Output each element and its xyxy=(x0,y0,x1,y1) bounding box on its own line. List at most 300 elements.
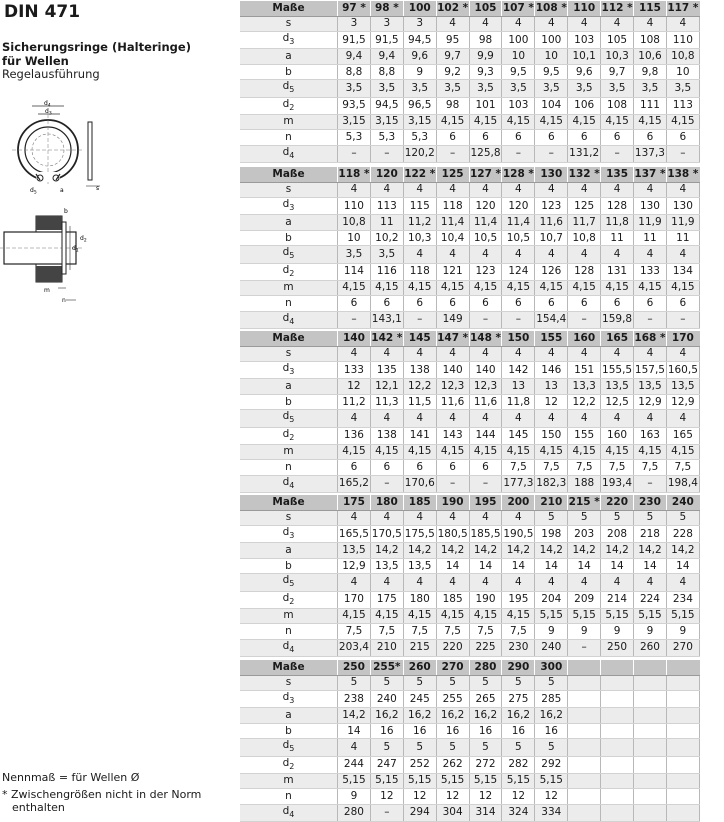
table-cell: 3 xyxy=(370,16,403,32)
table-cell: 5 xyxy=(535,739,568,756)
table-cell: 13,3 xyxy=(568,379,601,395)
table-cell: 210 xyxy=(370,639,403,656)
table-cell xyxy=(666,691,699,708)
table-cell: 7,5 xyxy=(634,460,667,476)
row-label: $d_3$ xyxy=(240,691,338,708)
table-cell: 4,15 xyxy=(601,280,634,296)
table-cell: 240 xyxy=(535,639,568,656)
table-cell: 14 xyxy=(634,558,667,574)
table-cell: 16 xyxy=(469,723,502,739)
row-label: b xyxy=(240,394,338,410)
table-cell: 9,7 xyxy=(436,49,469,65)
table-cell: 3,5 xyxy=(469,80,502,97)
table-cell: 6 xyxy=(634,296,667,312)
table-cell: – xyxy=(469,475,502,492)
row-label: n xyxy=(240,624,338,640)
table-cell: – xyxy=(370,804,403,821)
table-cell: 9,6 xyxy=(568,64,601,80)
column-header: 270 xyxy=(436,660,469,675)
table-cell: 215 xyxy=(403,639,436,656)
table-cell: 11,2 xyxy=(403,215,436,231)
table-cell: 141 xyxy=(403,427,436,444)
table-cell: 4 xyxy=(634,182,667,198)
table-cell xyxy=(568,739,601,756)
table-row xyxy=(240,675,699,691)
table-cell xyxy=(601,789,634,805)
table-cell: 126 xyxy=(535,263,568,280)
column-header: 130 xyxy=(535,167,568,182)
table-cell: 94,5 xyxy=(403,32,436,49)
table-cell: 12 xyxy=(403,789,436,805)
table-cell: 149 xyxy=(436,311,469,328)
row-label: b xyxy=(240,723,338,739)
table-cell: 244 xyxy=(338,756,371,773)
table-cell: 6 xyxy=(601,296,634,312)
table-cell: 4 xyxy=(502,510,535,526)
table-cell: 6 xyxy=(469,130,502,146)
footnote-line-2: * Zwischengrößen nicht in der Norm xyxy=(2,788,202,801)
table-cell: 14 xyxy=(436,558,469,574)
row-label: m xyxy=(240,114,338,130)
table-cell: 14,2 xyxy=(502,543,535,559)
table-cell: 11,7 xyxy=(568,215,601,231)
table-cell: 12 xyxy=(502,789,535,805)
table-cell: 12 xyxy=(535,394,568,410)
table-cell: 4 xyxy=(502,410,535,427)
table-cell: 4 xyxy=(436,16,469,32)
table-cell: 4 xyxy=(666,182,699,198)
table-cell: 3,5 xyxy=(634,80,667,97)
table-cell: 204 xyxy=(535,591,568,608)
table-cell: 12,9 xyxy=(666,394,699,410)
table-cell: 314 xyxy=(469,804,502,821)
table-cell: 16,2 xyxy=(436,708,469,724)
table-cell: 4,15 xyxy=(535,444,568,460)
table-cell xyxy=(666,789,699,805)
label-d5: $d_5$ xyxy=(30,187,37,195)
table-cell: 142 xyxy=(502,362,535,379)
table-cell: 12,9 xyxy=(338,558,371,574)
table-cell: 5,15 xyxy=(403,773,436,789)
table-cell: 4,15 xyxy=(370,280,403,296)
table-cell: 4 xyxy=(568,182,601,198)
column-header: 110 xyxy=(568,1,601,16)
table-cell: 14,2 xyxy=(370,543,403,559)
table-cell: 4,15 xyxy=(634,114,667,130)
table-cell: 4 xyxy=(436,574,469,591)
table-cell: 4 xyxy=(403,574,436,591)
row-label: a xyxy=(240,49,338,65)
table-cell: 4 xyxy=(535,246,568,263)
table-cell: 188 xyxy=(568,475,601,492)
row-label: $d_2$ xyxy=(240,97,338,114)
table-cell: 5 xyxy=(568,510,601,526)
table-cell: – xyxy=(469,311,502,328)
table-cell: 9,6 xyxy=(403,49,436,65)
column-header: 132 * xyxy=(568,167,601,182)
label-d3: $d_3$ xyxy=(45,108,52,117)
table-cell xyxy=(634,691,667,708)
table-cell: 5 xyxy=(502,675,535,691)
table-row xyxy=(240,591,699,608)
column-header: 100 xyxy=(403,1,436,16)
table-cell: 272 xyxy=(469,756,502,773)
table-cell: 134 xyxy=(666,263,699,280)
table-cell: 6 xyxy=(568,130,601,146)
column-header: 128 * xyxy=(502,167,535,182)
table-cell: 218 xyxy=(634,526,667,543)
table-header-row xyxy=(240,660,699,675)
table-cell: 163 xyxy=(634,427,667,444)
table-row xyxy=(240,32,699,49)
table-cell: 5,3 xyxy=(403,130,436,146)
table-cell: 4 xyxy=(338,410,371,427)
table-cell: 108 xyxy=(634,32,667,49)
table-cell: 5 xyxy=(370,739,403,756)
table-cell: 5,15 xyxy=(370,773,403,789)
table-cell: 4,15 xyxy=(338,608,371,624)
table-cell: 170 xyxy=(338,591,371,608)
table-cell: 4 xyxy=(535,410,568,427)
subtitle-2: für Wellen xyxy=(2,54,69,68)
row-label: $d_4$ xyxy=(240,311,338,328)
table-cell: 7,5 xyxy=(338,624,371,640)
table-cell: 4 xyxy=(666,410,699,427)
table-cell: 4,15 xyxy=(666,280,699,296)
table-cell: 14,2 xyxy=(634,543,667,559)
table-cell: 4 xyxy=(338,739,371,756)
table-cell: – xyxy=(338,311,371,328)
table-cell: 6 xyxy=(568,296,601,312)
column-header: 102 * xyxy=(436,1,469,16)
table-cell: 165 xyxy=(666,427,699,444)
table-cell: 8,8 xyxy=(338,64,371,80)
table-cell: 4,15 xyxy=(502,444,535,460)
table-cell xyxy=(666,708,699,724)
table-cell: 177,3 xyxy=(502,475,535,492)
label-s: s xyxy=(96,185,100,192)
table-cell: 4,15 xyxy=(666,114,699,130)
column-header: 140 xyxy=(338,331,371,346)
table-cell: 5 xyxy=(634,510,667,526)
table-cell: 143 xyxy=(436,427,469,444)
table-row xyxy=(240,346,699,362)
subtitle-3: Regelausführung xyxy=(2,67,100,81)
table-cell: 4,15 xyxy=(568,280,601,296)
column-header: 215 * xyxy=(568,495,601,510)
table-cell: 114 xyxy=(338,263,371,280)
table-cell: 12,2 xyxy=(403,379,436,395)
header-label: Maße xyxy=(240,167,338,182)
column-header: 210 xyxy=(535,495,568,510)
table-row xyxy=(240,280,699,296)
table-cell: 4 xyxy=(469,346,502,362)
table-cell: 9,9 xyxy=(469,49,502,65)
table-cell: 214 xyxy=(601,591,634,608)
table-cell: 4 xyxy=(403,410,436,427)
table-row xyxy=(240,756,699,773)
table-cell: 4 xyxy=(370,346,403,362)
table-cell: 98 xyxy=(436,97,469,114)
table-cell: 14,2 xyxy=(568,543,601,559)
table-cell: 14 xyxy=(469,558,502,574)
table-cell: 13,5 xyxy=(338,543,371,559)
table-cell: 14,2 xyxy=(666,543,699,559)
table-cell: 4 xyxy=(568,16,601,32)
column-header: 170 xyxy=(666,331,699,346)
table-cell: 4 xyxy=(568,410,601,427)
table-cell: 3,5 xyxy=(370,246,403,263)
table-row xyxy=(240,460,699,476)
table-cell xyxy=(568,691,601,708)
table-cell xyxy=(601,773,634,789)
table-cell: 250 xyxy=(601,639,634,656)
table-row xyxy=(240,410,699,427)
table-cell: 4,15 xyxy=(502,608,535,624)
table-cell: – xyxy=(502,145,535,162)
table-cell: 133 xyxy=(338,362,371,379)
table-cell: 165,5 xyxy=(338,526,371,543)
table-row xyxy=(240,708,699,724)
table-cell: 151 xyxy=(568,362,601,379)
table-cell: 6 xyxy=(436,460,469,476)
table-cell: 3,15 xyxy=(403,114,436,130)
table-cell: 16,2 xyxy=(502,708,535,724)
table-row xyxy=(240,215,699,231)
subtitle-1: Sicherungsringe (Halteringe) xyxy=(2,40,191,54)
table-cell: 4 xyxy=(370,574,403,591)
table-cell: 10,2 xyxy=(370,230,403,246)
table-cell: 3,5 xyxy=(338,246,371,263)
table-row xyxy=(240,558,699,574)
table-cell: 3 xyxy=(338,16,371,32)
table-cell: 3,5 xyxy=(601,80,634,97)
table-cell xyxy=(634,773,667,789)
table-cell: 6 xyxy=(601,130,634,146)
table-cell: 10,3 xyxy=(601,49,634,65)
table-cell xyxy=(634,675,667,691)
table-cell: 4,15 xyxy=(502,280,535,296)
table-cell: 4 xyxy=(601,246,634,263)
table-cell: 4 xyxy=(370,410,403,427)
table-cell: 6 xyxy=(338,296,371,312)
table-cell: 4 xyxy=(403,182,436,198)
table-row xyxy=(240,97,699,114)
table-cell: 238 xyxy=(338,691,371,708)
table-cell: 190,5 xyxy=(502,526,535,543)
table-cell: 4 xyxy=(469,410,502,427)
table-cell: 280 xyxy=(338,804,371,821)
table-cell xyxy=(666,675,699,691)
table-cell: 11 xyxy=(666,230,699,246)
table-cell: 5,15 xyxy=(666,608,699,624)
table-cell: – xyxy=(535,145,568,162)
table-cell: 120 xyxy=(469,198,502,215)
row-label: s xyxy=(240,346,338,362)
table-cell: 5,15 xyxy=(601,608,634,624)
table-cell: 12,3 xyxy=(436,379,469,395)
table-cell: 123 xyxy=(535,198,568,215)
table-cell: 4 xyxy=(338,510,371,526)
column-header: 290 xyxy=(502,660,535,675)
column-header: 280 xyxy=(469,660,502,675)
table-cell: 120,2 xyxy=(403,145,436,162)
row-label: $d_5$ xyxy=(240,410,338,427)
table-cell: 5,15 xyxy=(469,773,502,789)
table-cell: 4 xyxy=(634,16,667,32)
table-cell: 14 xyxy=(338,723,371,739)
table-cell: 16 xyxy=(502,723,535,739)
table-cell: 175 xyxy=(370,591,403,608)
table-cell: 220 xyxy=(436,639,469,656)
table-cell: 208 xyxy=(601,526,634,543)
table-cell: 4 xyxy=(601,346,634,362)
table-cell xyxy=(634,739,667,756)
table-cell: 16,2 xyxy=(370,708,403,724)
row-label: n xyxy=(240,130,338,146)
table-cell: 304 xyxy=(436,804,469,821)
table-row xyxy=(240,526,699,543)
table-cell xyxy=(601,756,634,773)
table-cell: 7,5 xyxy=(568,460,601,476)
table-header-row xyxy=(240,167,699,182)
table-cell: 131,2 xyxy=(568,145,601,162)
table-cell: 10 xyxy=(666,64,699,80)
row-label: $d_4$ xyxy=(240,639,338,656)
table-row xyxy=(240,114,699,130)
table-cell: 11,3 xyxy=(370,394,403,410)
table-cell: 5 xyxy=(403,739,436,756)
table-header-row xyxy=(240,1,699,16)
table-cell: 12,3 xyxy=(469,379,502,395)
table-row xyxy=(240,574,699,591)
table-cell: 13,5 xyxy=(370,558,403,574)
table-cell: – xyxy=(370,145,403,162)
table-row xyxy=(240,263,699,280)
table-cell: 5 xyxy=(502,739,535,756)
table-cell: 3,5 xyxy=(403,80,436,97)
table-cell: 180 xyxy=(403,591,436,608)
row-label: $d_5$ xyxy=(240,574,338,591)
table-cell: 4 xyxy=(634,246,667,263)
table-cell: 4 xyxy=(436,410,469,427)
table-cell: 123 xyxy=(469,263,502,280)
table-cell: 203,4 xyxy=(338,639,371,656)
table-cell: 4,15 xyxy=(469,280,502,296)
dimension-table xyxy=(240,660,700,822)
table-cell: 103 xyxy=(568,32,601,49)
row-label: m xyxy=(240,608,338,624)
table-cell: 4 xyxy=(469,510,502,526)
table-cell: 9,5 xyxy=(502,64,535,80)
column-header: 250 xyxy=(338,660,371,675)
table-row xyxy=(240,789,699,805)
table-cell: 5,3 xyxy=(370,130,403,146)
table-cell: 5,15 xyxy=(634,608,667,624)
table-cell: 4 xyxy=(502,246,535,263)
table-cell: 136 xyxy=(338,427,371,444)
table-cell: 4,15 xyxy=(370,608,403,624)
table-cell: 93,5 xyxy=(338,97,371,114)
column-header: 165 xyxy=(601,331,634,346)
table-cell: 260 xyxy=(634,639,667,656)
table-cell: 294 xyxy=(403,804,436,821)
row-label: a xyxy=(240,708,338,724)
table-cell: 5 xyxy=(338,675,371,691)
table-cell: 138 xyxy=(403,362,436,379)
table-cell: 5 xyxy=(469,739,502,756)
table-cell: 6 xyxy=(666,130,699,146)
table-row xyxy=(240,182,699,198)
table-cell: 120 xyxy=(502,198,535,215)
column-header: 115 xyxy=(634,1,667,16)
row-label: n xyxy=(240,460,338,476)
table-cell: 4 xyxy=(403,510,436,526)
table-cell: 6 xyxy=(535,130,568,146)
table-cell: 4,15 xyxy=(535,280,568,296)
table-cell: 91,5 xyxy=(338,32,371,49)
table-row xyxy=(240,608,699,624)
dimension-table xyxy=(240,1,700,163)
row-label: $d_2$ xyxy=(240,591,338,608)
table-cell: 9 xyxy=(666,624,699,640)
table-cell: 133 xyxy=(634,263,667,280)
table-cell: 14 xyxy=(666,558,699,574)
table-cell: 155 xyxy=(568,427,601,444)
column-header: 145 xyxy=(403,331,436,346)
table-cell: 12 xyxy=(370,789,403,805)
row-label: $d_5$ xyxy=(240,246,338,263)
table-cell: 9 xyxy=(634,624,667,640)
table-cell: 4,15 xyxy=(403,444,436,460)
table-cell: 4 xyxy=(601,182,634,198)
table-cell: 182,3 xyxy=(535,475,568,492)
dimension-table xyxy=(240,331,700,493)
table-cell: 209 xyxy=(568,591,601,608)
table-cell: 10 xyxy=(502,49,535,65)
table-cell: 4,15 xyxy=(601,444,634,460)
table-cell: 190 xyxy=(469,591,502,608)
column-header: 112 * xyxy=(601,1,634,16)
row-label: $d_2$ xyxy=(240,427,338,444)
column-header: 138 * xyxy=(666,167,699,182)
table-cell: 115 xyxy=(403,198,436,215)
table-cell: 4,15 xyxy=(469,114,502,130)
table-cell: 10,8 xyxy=(568,230,601,246)
table-cell: 16,2 xyxy=(535,708,568,724)
table-cell: 13 xyxy=(502,379,535,395)
table-cell: 105 xyxy=(601,32,634,49)
table-cell: 4 xyxy=(370,182,403,198)
table-cell: 324 xyxy=(502,804,535,821)
table-cell: 14 xyxy=(568,558,601,574)
table-cell: 5,15 xyxy=(535,608,568,624)
column-header xyxy=(568,660,601,675)
table-row xyxy=(240,510,699,526)
table-cell: 4 xyxy=(634,410,667,427)
table-row xyxy=(240,145,699,162)
table-cell: 5,15 xyxy=(535,773,568,789)
table-cell: 10,4 xyxy=(436,230,469,246)
column-header: 148 * xyxy=(469,331,502,346)
table-cell: 113 xyxy=(666,97,699,114)
table-cell: 5,15 xyxy=(502,773,535,789)
table-cell: 4 xyxy=(436,246,469,263)
table-cell: 6 xyxy=(403,296,436,312)
row-label: $d_5$ xyxy=(240,739,338,756)
table-cell: 3,5 xyxy=(666,80,699,97)
table-cell: 3,5 xyxy=(535,80,568,97)
